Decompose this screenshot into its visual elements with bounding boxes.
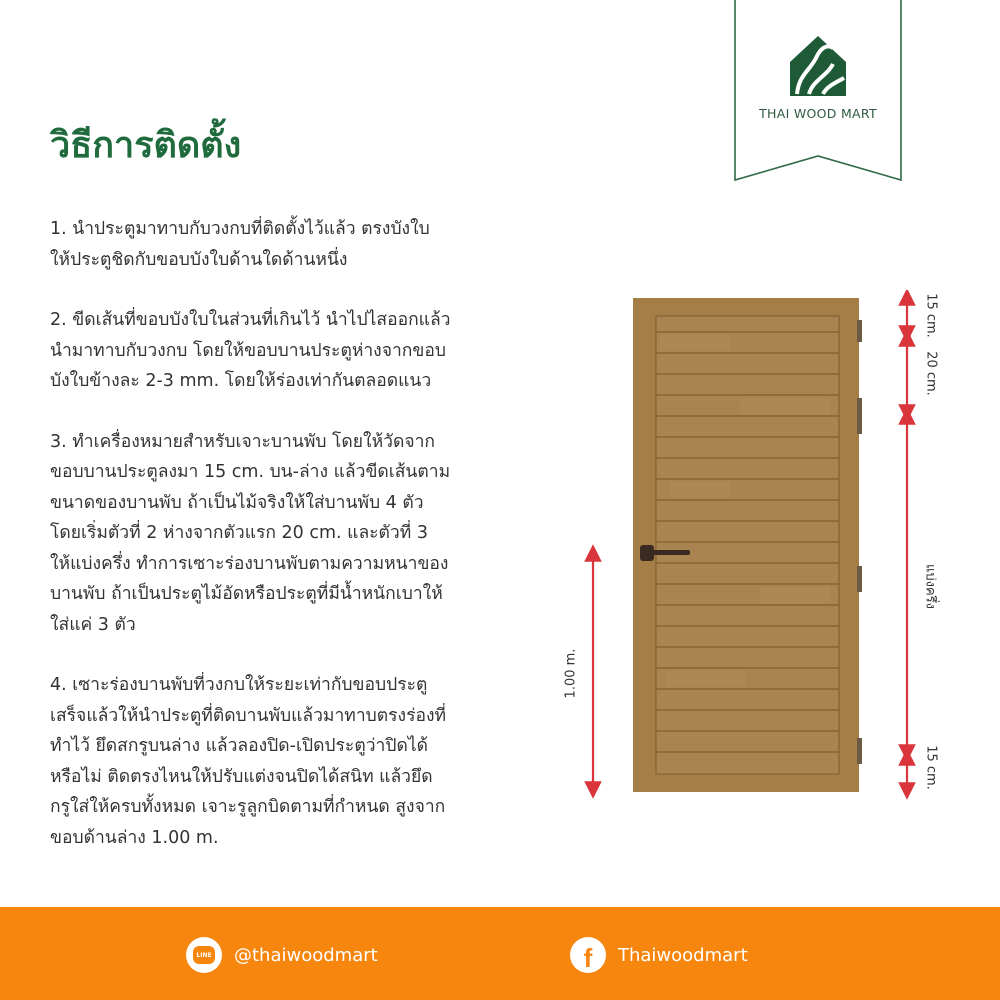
step-line: ขอบบานประตูลงมา 15 cm. บน-ล่าง แล้วขีดเส้นตาม (50, 462, 451, 482)
dim-label-top: 15 cm. (923, 293, 939, 338)
step-2 (50, 305, 520, 397)
step-line: โดยเริ่มตัวที่ 2 ห่างจากตัวแรก 20 cm. และตัวที่ 3 (50, 523, 428, 543)
step-line: เสร็จแล้วให้นำประตูที่ติดบานพับแล้วมาทาบตรงร่องที่ (50, 705, 447, 726)
dim-label-handle: 1.00 m. (563, 648, 579, 699)
step-line: ให้แบ่งครึ่ง ทำการเซาะร่องบานพับตามความหนาของ (50, 553, 449, 574)
step-line: บานพับ ถ้าเป็นประตูไม้อัดหรือประตูที่มีน้ำหนักเบาให้ (50, 584, 443, 604)
step-line: ขอบด้านล่าง 1.00 m. (50, 827, 219, 848)
step-line: 4. เซาะร่องบานพับที่วงกบให้ระยะเท่ากับขอบประตู (50, 675, 428, 695)
dim-label-middle: แบ่งครึ่ง (922, 563, 938, 609)
step-line: กรูใส่ให้ครบทั้งหมด เจาะรูลูกบิดตามที่กำหนด สูงจาก (50, 797, 446, 817)
step-3 (50, 427, 520, 641)
house-logo-icon (787, 34, 849, 96)
step-line: 1. นำประตูมาทาบกับวงกบที่ติดตั้งไว้แล้ว ตรงบังใบ (50, 219, 430, 239)
wooden-door (633, 298, 859, 792)
dim-label-second: 20 cm. (923, 351, 939, 396)
line-badge: LINE (193, 946, 215, 964)
install-steps (50, 214, 520, 883)
step-line: ทำไว้ ยึดสกรูบนล่าง แล้วลองปิด-เปิดประตูว่าปิดได้ (50, 736, 428, 756)
step-line: 3. ทำเครื่องหมายสำหรับเจาะบานพับ โดยให้วัดจาก (50, 431, 435, 452)
facebook-name: Thaiwoodmart (618, 944, 748, 966)
step-1 (50, 214, 520, 275)
step-line: ขนาดของบานพับ ถ้าเป็นไม้จริงให้ใส่บานพับ 4 ตัว (50, 492, 424, 513)
step-line: ใส่แค่ 3 ตัว (50, 614, 136, 635)
step-line: นำมาทาบกับวงกบ โดยให้ขอบบานประตูห่างจากขอบ (50, 340, 446, 361)
footer-bar (0, 907, 1000, 1000)
line-handle: @thaiwoodmart (234, 944, 378, 966)
dim-label-bottom: 15 cm. (923, 745, 939, 790)
step-line: 2. ขีดเส้นที่ขอบบังใบในส่วนที่เกินไว้ นำไปไสออกแล้ว (50, 310, 451, 330)
line-contact[interactable] (186, 937, 378, 973)
step-line: หรือไม่ ติดตรงไหนให้ปรับแต่งจนปิดได้สนิท แล้วยึด (50, 766, 433, 787)
step-4 (50, 670, 520, 853)
facebook-icon: f (570, 937, 606, 973)
step-line: ให้ประตูชิดกับขอบบังใบด้านใดด้านหนึ่ง (50, 249, 348, 270)
step-line: บังใบข้างละ 2-3 mm. โดยให้ร่องเท่ากันตลอดแนว (50, 371, 432, 391)
page-title: วิธีการติดตั้ง (50, 125, 242, 166)
door-diagram (560, 290, 960, 800)
brand-name: THAI WOOD MART (759, 106, 877, 121)
facebook-contact[interactable] (570, 937, 748, 973)
line-icon (186, 937, 222, 973)
